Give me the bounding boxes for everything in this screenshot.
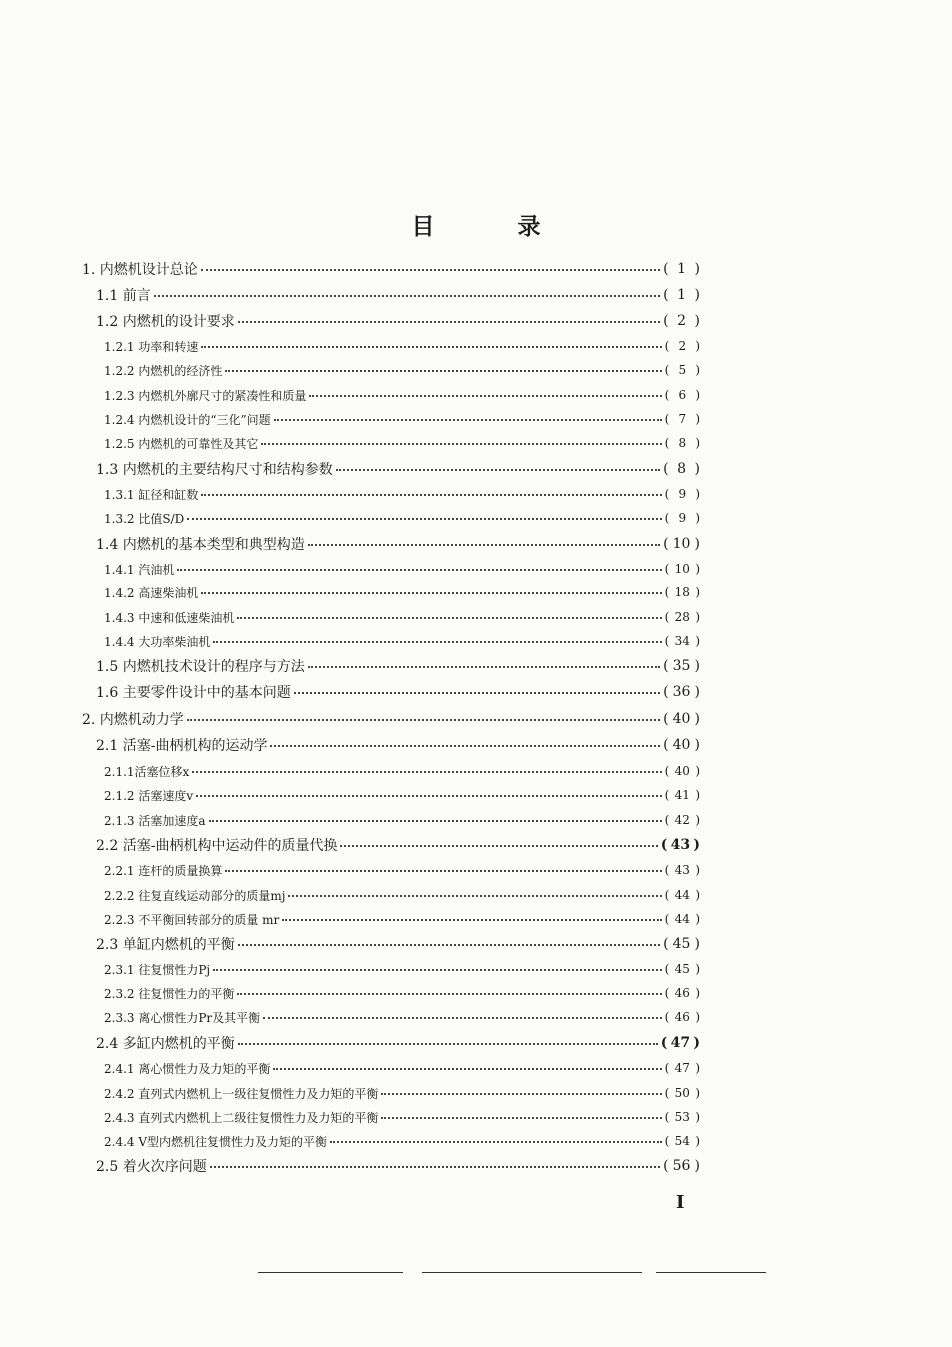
toc-entry-title: 1.5 内燃机技术设计的程序与方法: [96, 659, 305, 675]
toc-entry-title: 1.2.1 功率和转速: [104, 339, 199, 354]
toc-entry[interactable]: [104, 908, 700, 930]
toc-entry[interactable]: [104, 809, 700, 831]
toc-entry-title: 2.1.2 活塞速度v: [104, 788, 194, 803]
toc-entry-title: 2.5 着火次序问题: [96, 1159, 207, 1175]
dot-leader: [201, 346, 661, 348]
dot-leader: [294, 692, 660, 694]
dot-leader: [213, 969, 661, 971]
dot-leader: [225, 370, 661, 372]
dot-leader: [209, 820, 662, 822]
dot-leader: [192, 771, 661, 773]
toc-entry-title: 2.2 活塞-曲柄机构中运动件的质量代换: [96, 838, 338, 854]
toc-page-number: ( 36 ): [663, 684, 700, 700]
toc-entry-title: 1.4 内燃机的基本类型和典型构造: [96, 537, 305, 553]
dot-leader: [340, 845, 657, 847]
dot-leader: [270, 745, 660, 747]
toc-page-number: ( 5 ): [664, 363, 700, 377]
dot-leader: [238, 1043, 658, 1045]
toc-entry-title: 1.4.4 大功率柴油机: [104, 634, 211, 649]
toc-page-number: ( 2 ): [664, 339, 700, 353]
toc-entry[interactable]: [104, 982, 700, 1004]
page-title: 目 录: [411, 214, 571, 240]
dot-leader: [309, 395, 661, 397]
dot-leader: [381, 1117, 661, 1119]
toc-entry[interactable]: [96, 681, 700, 703]
dot-leader: [282, 919, 661, 921]
toc-entry-title: 2.1.1活塞位移x: [104, 764, 190, 779]
toc-entry-title: 1.3.2 比值S/D: [104, 511, 185, 526]
toc-page-number: ( 43 ): [664, 863, 700, 877]
toc-page-number: ( 8 ): [663, 461, 700, 477]
toc-entry[interactable]: [104, 884, 700, 906]
dot-leader: [308, 666, 660, 668]
toc-page-number: ( 46 ): [664, 1010, 700, 1024]
toc-entry-title: 1.3.1 缸径和缸数: [104, 487, 199, 502]
dot-leader: [201, 494, 661, 496]
toc-page-number: ( 1 ): [663, 261, 700, 277]
toc-page-number: ( 54 ): [664, 1134, 700, 1148]
dot-leader: [187, 518, 661, 520]
toc-page-number: ( 53 ): [664, 1110, 700, 1124]
dot-leader: [330, 1141, 662, 1143]
toc-entry-title: 2.4.1 离心惯性力及力矩的平衡: [104, 1061, 271, 1076]
toc-entry[interactable]: [104, 760, 700, 782]
toc-page-number: ( 47 ): [660, 1035, 700, 1051]
toc-entry[interactable]: [96, 933, 700, 955]
toc-entry[interactable]: [82, 708, 700, 730]
toc-entry[interactable]: [96, 655, 700, 677]
toc-entry[interactable]: [104, 1106, 700, 1128]
dot-leader: [225, 870, 661, 872]
toc-entry[interactable]: [104, 507, 700, 529]
toc-page-number: ( 44 ): [664, 888, 700, 902]
toc-entry-title: 2.4.3 直列式内燃机上二级往复惯性力及力矩的平衡: [104, 1110, 379, 1125]
toc-entry[interactable]: [96, 458, 700, 480]
toc-page-number: ( 47 ): [664, 1061, 700, 1075]
dot-leader: [210, 1166, 660, 1168]
toc-entry-title: 2.3.1 往复惯性力Pj: [104, 962, 211, 977]
toc-entry[interactable]: [104, 335, 700, 357]
dot-leader: [381, 1093, 661, 1095]
toc-entry[interactable]: [104, 784, 700, 806]
toc-page-number: ( 46 ): [664, 986, 700, 1000]
toc-entry[interactable]: [104, 581, 700, 603]
toc-page-number: ( 10 ): [664, 562, 700, 576]
toc-entry-title: 2.3.3 离心惯性力Pr及其平衡: [104, 1010, 261, 1025]
dot-leader: [261, 443, 661, 445]
toc-entry[interactable]: [82, 258, 700, 280]
toc-entry-title: 1.2 内燃机的设计要求: [96, 314, 235, 330]
toc-entry-title: 1.4.2 高速柴油机: [104, 585, 199, 600]
toc-page-number: ( 44 ): [664, 912, 700, 926]
dot-leader: [263, 1017, 661, 1019]
dot-leader: [336, 469, 660, 471]
toc-entry-title: 1.2.5 内燃机的可靠性及其它: [104, 436, 259, 451]
toc-page-number: ( 45 ): [663, 936, 700, 952]
toc-entry-title: 1.4.3 中速和低速柴油机: [104, 610, 235, 625]
toc-entry-title: 1.2.3 内燃机外廓尺寸的紧凑性和质量: [104, 388, 307, 403]
dot-leader: [288, 895, 661, 897]
dot-leader: [238, 321, 660, 323]
toc-entry-title: 2.3 单缸内燃机的平衡: [96, 937, 235, 953]
dot-leader: [213, 641, 661, 643]
toc-entry-title: 2.1.3 活塞加速度a: [104, 813, 206, 828]
dot-leader: [273, 1068, 661, 1070]
dot-leader: [196, 795, 661, 797]
scan-artifact-line: [656, 1272, 766, 1273]
toc-page-number: ( 34 ): [664, 634, 700, 648]
toc-entry[interactable]: [96, 533, 700, 555]
toc-page-number: ( 28 ): [664, 610, 700, 624]
toc-entry-title: 2.2.1 连杆的质量换算: [104, 863, 223, 878]
toc-entry[interactable]: [104, 1006, 700, 1028]
toc-page-number: ( 42 ): [664, 813, 700, 827]
toc-entry-title: 2.4.4 V型内燃机往复惯性力及力矩的平衡: [104, 1134, 328, 1149]
dot-leader: [237, 993, 661, 995]
toc-entry[interactable]: [104, 558, 700, 580]
toc-entry-title: 1.2.4 内燃机设计的“三化”问题: [104, 412, 271, 427]
toc-entry[interactable]: [104, 958, 700, 980]
toc-entry[interactable]: [104, 630, 700, 652]
toc-page-number: ( 18 ): [664, 585, 700, 599]
toc-page-number: ( 9 ): [664, 511, 700, 525]
scan-artifact-line: [258, 1272, 403, 1273]
toc-entry[interactable]: [104, 384, 700, 406]
toc-entry-title: 2.4 多缸内燃机的平衡: [96, 1036, 235, 1052]
toc-page-number: ( 41 ): [664, 788, 700, 802]
toc-page-number: ( 45 ): [664, 962, 700, 976]
toc-entry[interactable]: [104, 1130, 700, 1152]
toc-entry[interactable]: [96, 734, 700, 756]
toc-entry-title: 1.6 主要零件设计中的基本问题: [96, 685, 291, 701]
toc-page-number: ( 1 ): [663, 287, 700, 303]
dot-leader: [237, 617, 661, 619]
toc-page-number: ( 40 ): [663, 711, 700, 727]
toc-entry-title: 1.3 内燃机的主要结构尺寸和结构参数: [96, 462, 333, 478]
dot-leader: [201, 269, 660, 271]
toc-entry-title: 1. 内燃机设计总论: [82, 262, 198, 278]
toc-page-number: ( 6 ): [664, 388, 700, 402]
dot-leader: [177, 569, 661, 571]
scan-artifact-line: [422, 1272, 642, 1273]
dot-leader: [187, 719, 660, 721]
page-folio: I: [676, 1192, 685, 1213]
toc-entry[interactable]: [104, 483, 700, 505]
toc-entry[interactable]: [96, 1155, 700, 1177]
toc-entry[interactable]: [96, 834, 700, 856]
toc-page-number: ( 9 ): [664, 487, 700, 501]
toc-entry[interactable]: [104, 859, 700, 881]
toc-entry[interactable]: [96, 1032, 700, 1054]
toc-page-number: ( 40 ): [663, 737, 700, 753]
toc-entry[interactable]: [104, 1057, 700, 1079]
toc-page-number: ( 2 ): [663, 313, 700, 329]
toc-entry-title: 2.1 活塞-曲柄机构的运动学: [96, 738, 268, 754]
toc-entry[interactable]: [104, 408, 700, 430]
dot-leader: [238, 944, 660, 946]
toc-page-number: ( 40 ): [664, 764, 700, 778]
dot-leader: [274, 419, 662, 421]
dot-leader: [308, 544, 660, 546]
dot-leader: [154, 295, 660, 297]
toc-page-number: ( 7 ): [664, 412, 700, 426]
toc-entry[interactable]: [104, 1082, 700, 1104]
toc-entry[interactable]: [96, 284, 700, 306]
toc-page-number: ( 35 ): [663, 658, 700, 674]
toc-entry-title: 2.4.2 直列式内燃机上一级往复惯性力及力矩的平衡: [104, 1086, 379, 1101]
toc-entry-title: 1.1 前言: [96, 288, 151, 304]
toc-entry-title: 2. 内燃机动力学: [82, 712, 184, 728]
toc-page-number: ( 10 ): [663, 536, 700, 552]
toc-entry-title: 1.2.2 内燃机的经济性: [104, 363, 223, 378]
toc-entry-title: 2.2.2 往复直线运动部分的质量mj: [104, 888, 286, 903]
toc-entry[interactable]: [104, 359, 700, 381]
dot-leader: [201, 592, 661, 594]
toc-page-number: ( 8 ): [664, 436, 700, 450]
toc-entry-title: 2.3.2 往复惯性力的平衡: [104, 986, 235, 1001]
toc-entry-title: 2.2.3 不平衡回转部分的质量 mr: [104, 912, 280, 927]
toc-entry-title: 1.4.1 汽油机: [104, 562, 175, 577]
toc-entry[interactable]: [104, 432, 700, 454]
toc-entry[interactable]: [96, 310, 700, 332]
toc-page-number: ( 50 ): [664, 1086, 700, 1100]
toc-page-number: ( 56 ): [663, 1158, 700, 1174]
toc-page-number: ( 43 ): [660, 837, 700, 853]
toc-entry[interactable]: [104, 606, 700, 628]
